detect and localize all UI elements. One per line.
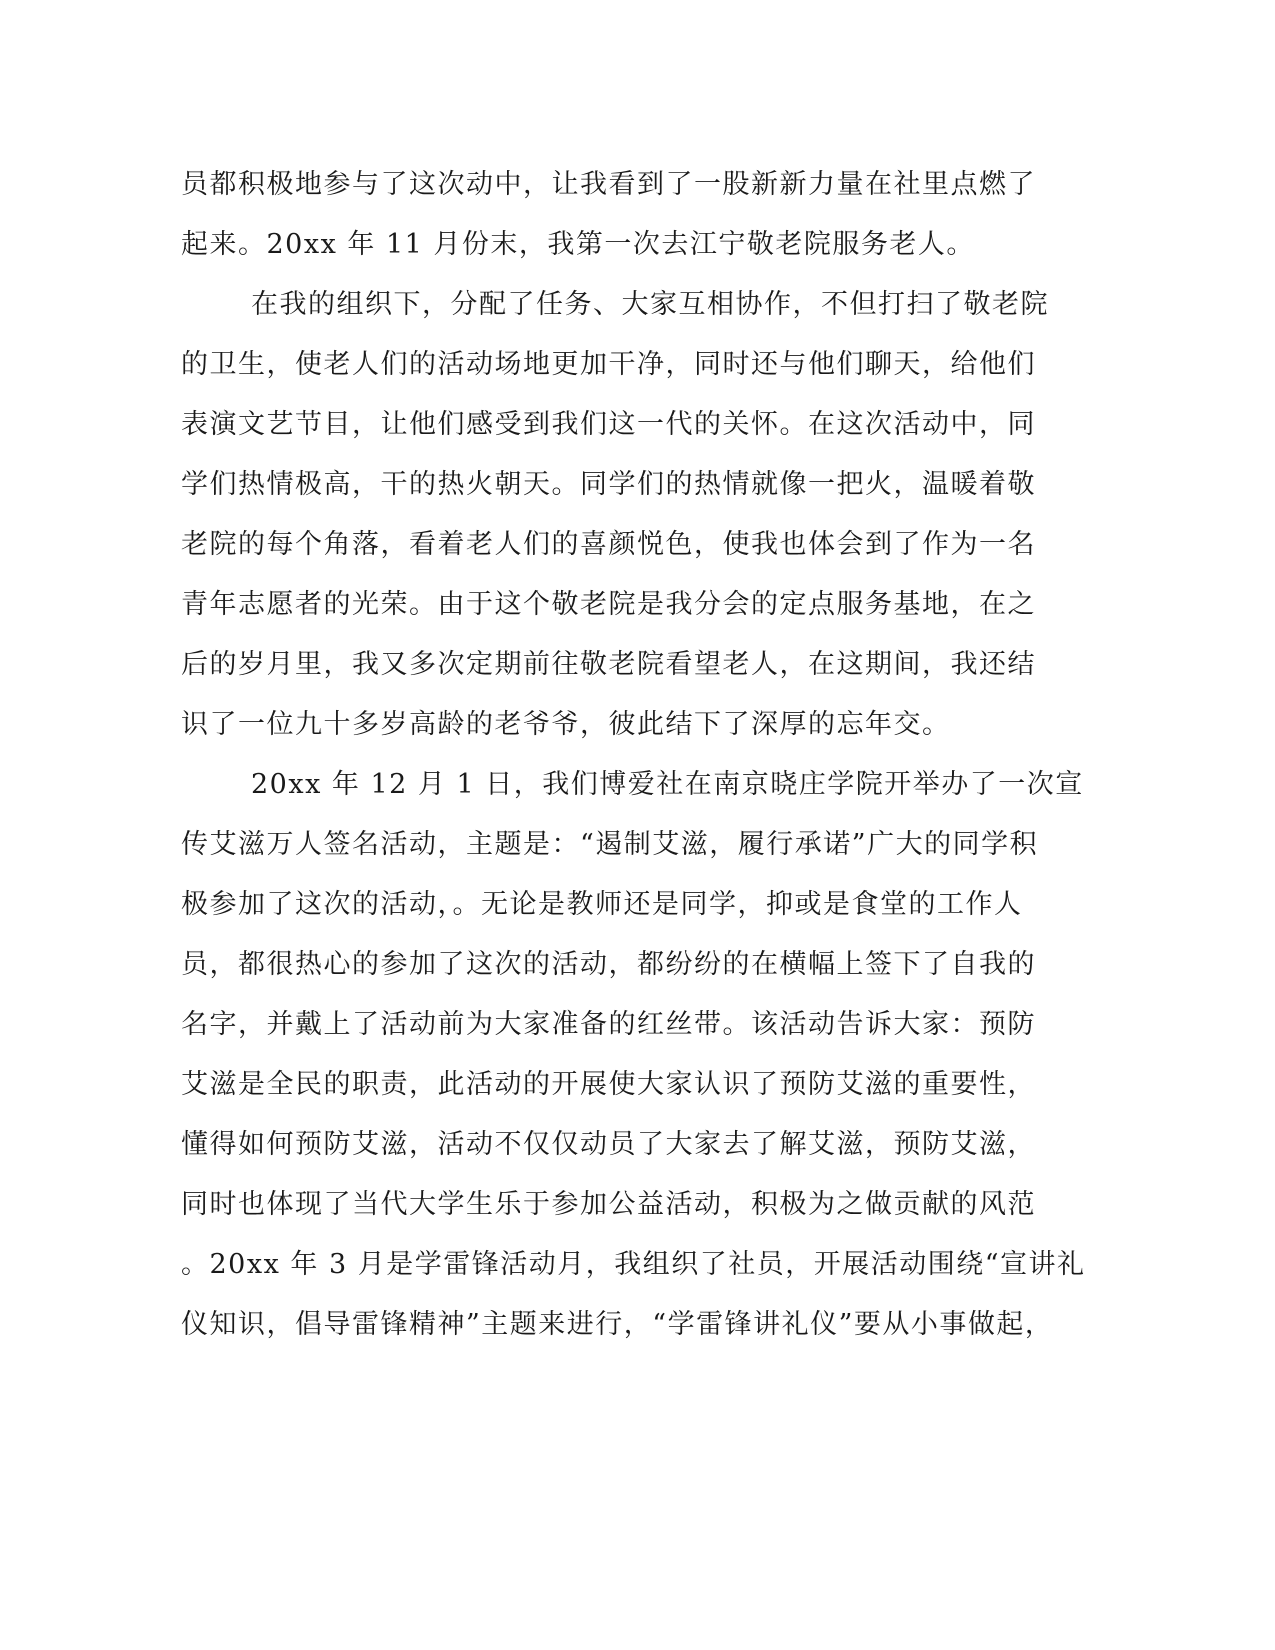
paragraph-start-line: 在我的组织下，分配了任务、大家互相协作，不但打扫了敬老院 <box>251 289 1049 320</box>
text-line: 懂得如何预防艾滋，活动不仅仅动员了大家去了解艾滋，预防艾滋， <box>181 1129 1036 1160</box>
text-line: 员，都很热心的参加了这次的活动，都纷纷的在横幅上签下了自我的 <box>181 949 1036 980</box>
text-line: 老院的每个角落，看着老人们的喜颜悦色，使我也体会到了作为一名 <box>181 529 1036 560</box>
text-line: 的卫生，使老人们的活动场地更加干净，同时还与他们聊天，给他们 <box>181 349 1036 380</box>
text-line: 后的岁月里，我又多次定期前往敬老院看望老人，在这期间，我还结 <box>181 649 1036 680</box>
text-line: 同时也体现了当代大学生乐于参加公益活动，积极为之做贡献的风范 <box>181 1189 1036 1220</box>
text-line: 表演文艺节目，让他们感受到我们这一代的关怀。在这次活动中，同 <box>181 409 1036 440</box>
text-line: 。20xx 年 3 月是学雷锋活动月，我组织了社员，开展活动围绕“宣讲礼 <box>181 1249 1086 1280</box>
text-line: 员都积极地参与了这次动中，让我看到了一股新新力量在社里点燃了 <box>181 169 1036 200</box>
text-line: 青年志愿者的光荣。由于这个敬老院是我分会的定点服务基地，在之 <box>181 589 1036 620</box>
text-line: 极参加了这次的活动，。无论是教师还是同学，抑或是食堂的工作人 <box>181 889 1023 920</box>
text-line: 识了一位九十多岁高龄的老爷爷，彼此结下了深厚的忘年交。 <box>181 709 951 740</box>
text-line: 仪知识，倡导雷锋精神”主题来进行，“学雷锋讲礼仪”要从小事做起， <box>181 1309 1054 1340</box>
text-line: 名字，并戴上了活动前为大家准备的红丝带。该活动告诉大家：预防 <box>181 1009 1036 1040</box>
text-line: 艾滋是全民的职责，此活动的开展使大家认识了预防艾滋的重要性， <box>181 1069 1036 1100</box>
text-line: 学们热情极高，干的热火朝天。同学们的热情就像一把火，温暖着敬 <box>181 469 1036 500</box>
text-line: 传艾滋万人签名活动，主题是：“遏制艾滋，履行承诺”广大的同学积 <box>181 829 1039 860</box>
paragraph-start-line: 20xx 年 12 月 1 日，我们博爱社在南京晓庄学院开举办了一次宣 <box>251 769 1084 800</box>
text-line: 起来。20xx 年 11 月份末，我第一次去江宁敬老院服务老人。 <box>181 229 975 260</box>
body-text <box>181 155 1086 1355</box>
